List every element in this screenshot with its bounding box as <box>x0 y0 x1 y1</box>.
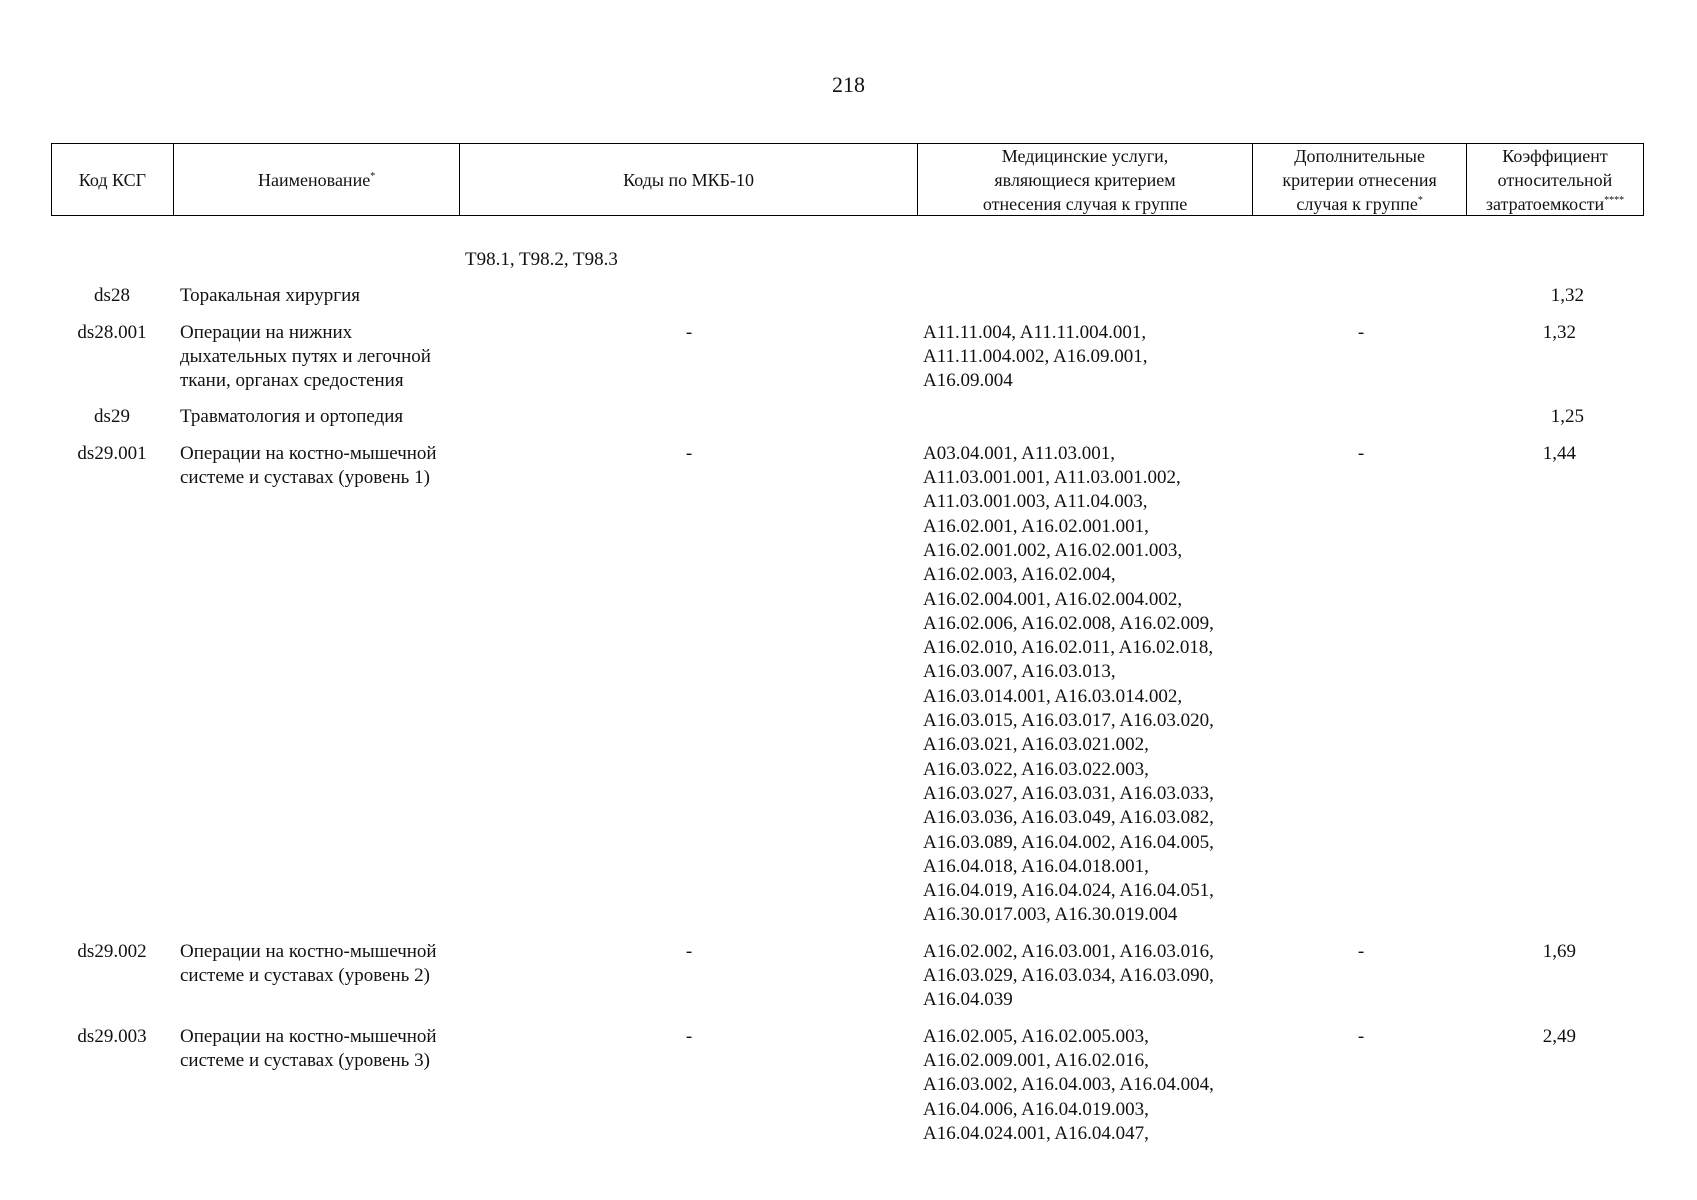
ksg-code: ds29.001 <box>77 442 147 464</box>
services: A03.04.001, A11.03.001, A11.03.001.001, A11.03.001.002, A11.03.001.003, A11.04.003, A16.02.001, A16.02.001.001, A16.02.001.002, A16.02.001.003, A16.02.003, A16.02.004, A16.02.004.001, A16.02.004.002, A16.02.006, A16.02.008, A16.02.009, A16.02.010, A16.02.011, A16.02.018, A16.03.007, A16.03.013, A16.03.014.001, A16.03.014.002, A16.03.015, A16.03.017, A16.03.020, A16.03.021, A16.03.021.002, A16.03.022, A16.03.022.003, A16.03.027, A16.03.031, A16.03.033, A16.03.036, A16.03.049, A16.03.082, A16.03.089, A16.04.002, A16.04.005, A16.04.018, A16.04.018.001, A16.04.019, A16.04.024, A16.04.051, A16.30.017.003, A16.30.019.004 <box>923 442 1214 926</box>
page-number: 218 <box>832 72 865 97</box>
services: A16.02.005, A16.02.005.003, A16.02.009.001, A16.02.016, A16.03.002, A16.04.003, A16.04.004, A16.04.006, A16.04.019.003, A16.04.024.001, A16.04.047, <box>923 1025 1214 1144</box>
table-row <box>51 442 1644 928</box>
icd-codes: - <box>685 321 693 343</box>
extra-criteria: - <box>1357 321 1365 343</box>
extra-criteria: - <box>1357 442 1365 464</box>
ksg-name: Травматология и ортопедия <box>180 406 404 428</box>
table-body <box>51 248 1644 1158</box>
ksg-code: ds28.001 <box>77 321 147 343</box>
header-coef: Коэффициент относительной затратоемкости**** <box>1485 145 1625 214</box>
coefficient: 1,32 <box>1550 285 1584 307</box>
icd-codes <box>460 284 918 308</box>
table-row <box>51 1025 1644 1146</box>
ksg-name: Операции на костно-мышечной системе и суставах (уровень 2) <box>180 940 437 987</box>
table-row <box>51 940 1644 1013</box>
table-header <box>51 143 1644 216</box>
icd-codes: - <box>685 442 693 464</box>
header-extra: Дополнительные критерии отнесения случая к группе* <box>1253 144 1467 215</box>
ksg-code: ds29.003 <box>77 1025 147 1047</box>
table-row <box>51 405 1644 429</box>
extra-criteria <box>1254 405 1468 429</box>
coefficient: 1,44 <box>1542 442 1576 464</box>
ksg-name: Операции на костно-мышечной системе и суставах (уровень 1) <box>180 442 437 489</box>
services <box>918 405 1254 429</box>
continuation-row <box>51 248 1644 272</box>
coefficient: 1,32 <box>1542 321 1576 343</box>
icd-codes: T98.1, T98.2, T98.3 <box>465 249 618 270</box>
services <box>918 284 1254 308</box>
extra-criteria: - <box>1357 1025 1365 1047</box>
ksg-name: Операции на нижних дыхательных путях и легочной ткани, органах средостения <box>180 321 431 392</box>
icd-codes: - <box>685 940 693 962</box>
table-row <box>51 284 1644 308</box>
icd-codes: - <box>685 1025 693 1047</box>
header-name: Наименование* <box>174 144 461 215</box>
ksg-code: ds29.002 <box>77 940 147 962</box>
header-icd: Коды по МКБ-10 <box>460 144 917 215</box>
services: A16.02.002, A16.03.001, A16.03.016, A16.03.029, A16.03.034, A16.03.090, A16.04.039 <box>923 940 1214 1011</box>
ksg-code: ds28 <box>94 285 130 307</box>
extra-criteria: - <box>1357 940 1365 962</box>
icd-codes <box>460 405 918 429</box>
header-services: Медицинские услуги, являющиеся критерием отнесения случая к группе <box>918 144 1254 215</box>
ksg-code: ds29 <box>94 406 130 428</box>
table-row <box>51 321 1644 394</box>
extra-criteria <box>1254 284 1468 308</box>
coefficient: 2,49 <box>1542 1025 1576 1047</box>
ksg-name: Операции на костно-мышечной системе и суставах (уровень 3) <box>180 1025 437 1071</box>
services: A11.11.004, A11.11.004.001, A11.11.004.002, A16.09.001, A16.09.004 <box>923 321 1148 392</box>
coefficient: 1,25 <box>1550 406 1584 428</box>
header-code: Код КСГ <box>52 144 174 215</box>
coefficient: 1,69 <box>1542 940 1576 962</box>
ksg-name: Торакальная хирургия <box>180 285 361 307</box>
